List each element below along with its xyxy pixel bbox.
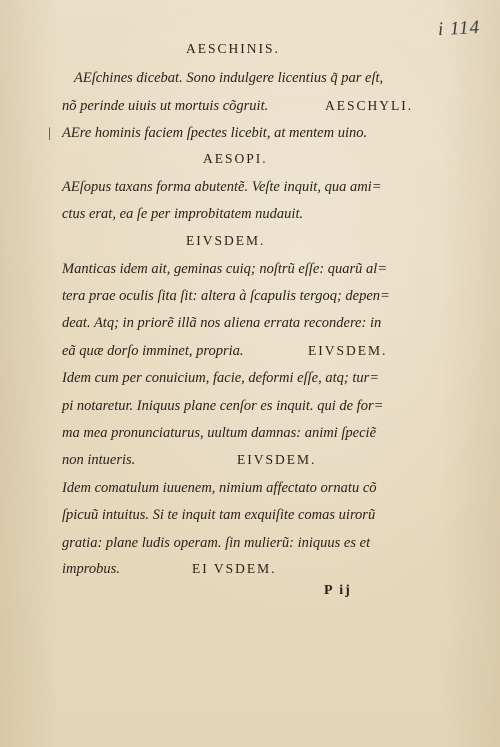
heading-eiusdem-3: EIVSDEM. [237, 452, 317, 467]
text-line: Manticas idem ait, geminas cuiq; noſtrũ eſſe: quarũ al= [62, 261, 388, 277]
text-line: tera prae oculis ſita ſit: altera à ſcapulis tergoq; depen= [62, 288, 390, 304]
heading-aeschyli: AESCHYLI. [325, 98, 414, 113]
heading-eiusdem-1: EIVSDEM. [186, 233, 266, 248]
text-line: AEſchines dicebat. Sono indulgere licentius q̃ par eſt, [74, 70, 384, 86]
text-line: Idem comatulum iuuenem, nimium affectato ornatu cõ [62, 480, 377, 496]
text-line: AEſopus taxans forma abutentẽ. Veſte inquit, qua ami= [62, 179, 382, 195]
text-line: eã quæ dorſo imminet, propria. [62, 343, 244, 359]
text-line: deat. Atq; in priorẽ illã nos aliena errata recondere: in [62, 315, 382, 331]
text-line: ctus erat, ea ſe per improbitatem nudauit. [62, 206, 304, 222]
text-line: pi notaretur. Iniquus plane cenſor es inquit. qui de for= [62, 398, 384, 414]
heading-aeschinis: AESCHINIS. [186, 41, 280, 56]
signature-mark: P ij [324, 583, 352, 598]
text-line: non intueris. [62, 452, 136, 468]
text-line: improbus. [62, 561, 120, 577]
text-line: gratia: plane ludis operam. ſin mulierũ: iniquus es et [62, 535, 371, 551]
margin-mark: | [48, 126, 51, 141]
text-line: ſpicuũ intuitus. Si te inquit tam exquiſite comas uirorũ [62, 507, 376, 523]
heading-eiusdem-4: EI VSDEM. [192, 561, 277, 576]
heading-eiusdem-2: EIVSDEM. [308, 343, 388, 358]
text-line: ma mea pronunciaturus, uultum damnas: animi ſpeciẽ [62, 425, 377, 441]
folio-number: i 114 [437, 16, 481, 41]
text-line: nõ perinde uiuis ut mortuis cõgruit. [62, 98, 269, 114]
text-line: AEre hominis faciem ſpectes licebit, at mentem uino. [62, 125, 368, 141]
heading-aesopi: AESOPI. [203, 151, 268, 166]
text-line: Idem cum per conuicium, facie, deformi eſſe, atq; tur= [62, 370, 380, 386]
